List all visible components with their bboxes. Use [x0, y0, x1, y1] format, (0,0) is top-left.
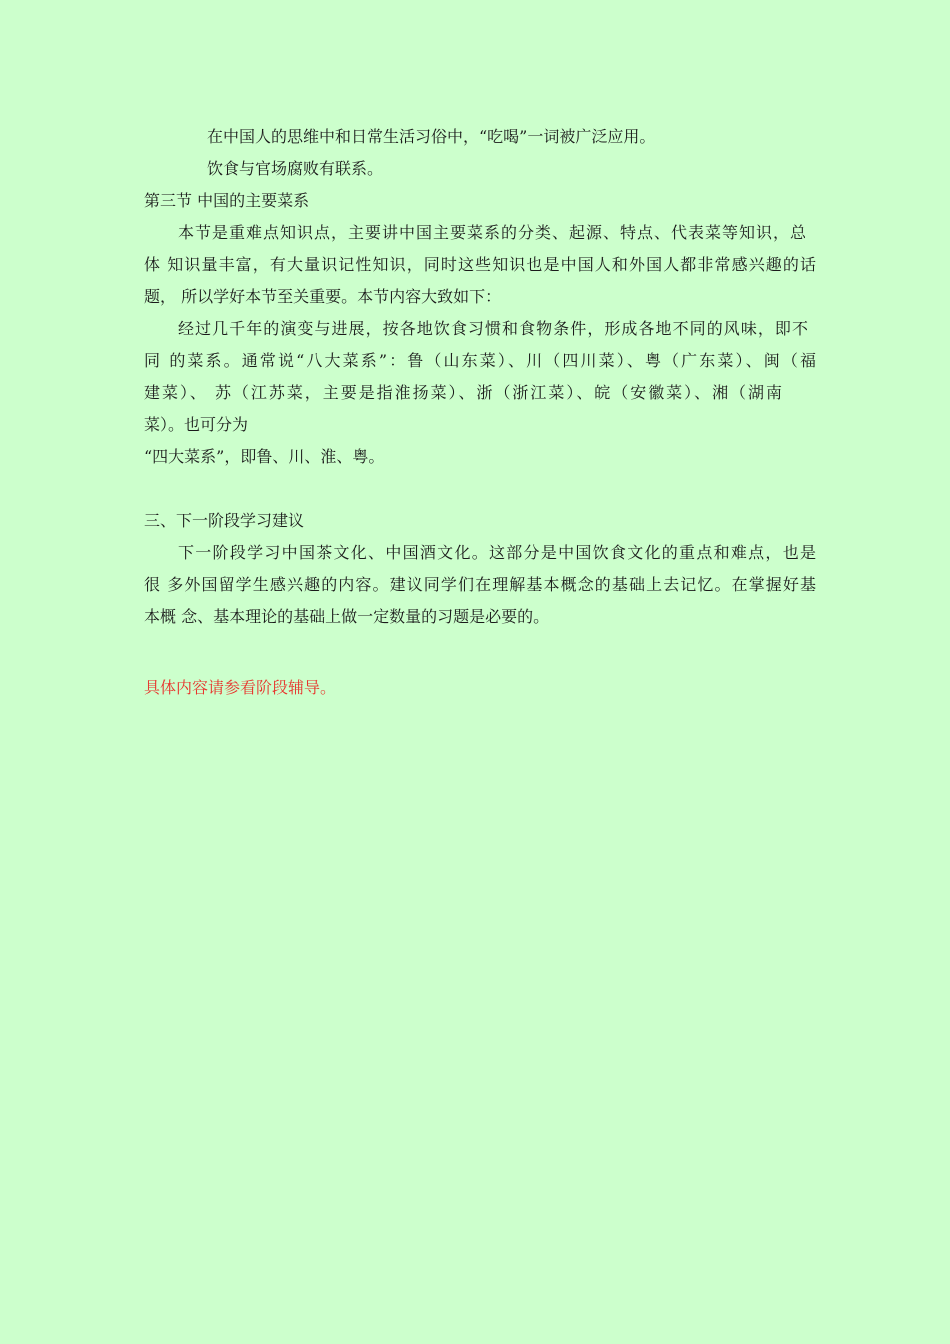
note-text: 具体内容请参看阶段辅导。	[144, 678, 337, 697]
paragraph-line: 经过几千年的演变与进展，按各地饮食习惯和食物条件，形成各地不同的风味，即不	[178, 319, 808, 338]
intro-line-2: 饮食与官场腐败有联系。	[207, 159, 384, 178]
section-heading: 第三节 中国的主要菜系	[144, 191, 310, 210]
part-heading: 三、下一阶段学习建议	[144, 511, 305, 530]
paragraph-line: 本节是重难点知识点，主要讲中国主要菜系的分类、起源、特点、代表菜等知识，总	[178, 223, 806, 242]
paragraph-line: 建菜）、 苏（江苏菜，主要是指淮扬菜）、浙（浙江菜）、皖（安徽菜）、湘（湖南	[144, 383, 782, 402]
intro-line-1: 在中国人的思维中和日常生活习俗中，“吃喝”一词被广泛应用。	[207, 127, 656, 146]
paragraph-line: “四大菜系”，即鲁、川、淮、粤。	[144, 447, 385, 466]
paragraph-line: 很 多外国留学生感兴趣的内容。建议同学们在理解基本概念的基础上去记忆。在掌握好基	[144, 575, 816, 594]
paragraph-line: 下一阶段学习中国茶文化、中国酒文化。这部分是中国饮食文化的重点和难点，也是	[178, 543, 816, 562]
paragraph-line: 本概 念、基本理论的基础上做一定数量的习题是必要的。	[144, 607, 550, 626]
paragraph-line: 题， 所以学好本节至关重要。本节内容大致如下：	[144, 287, 502, 306]
paragraph-line: 菜）。也可分为	[144, 415, 249, 434]
paragraph-line: 体 知识量丰富，有大量识记性知识，同时这些知识也是中国人和外国人都非常感兴趣的话	[144, 255, 816, 274]
paragraph-line: 同 的菜系。通常说“八大菜系”：鲁（山东菜）、川（四川菜）、粤（广东菜）、闽（福	[144, 351, 816, 370]
